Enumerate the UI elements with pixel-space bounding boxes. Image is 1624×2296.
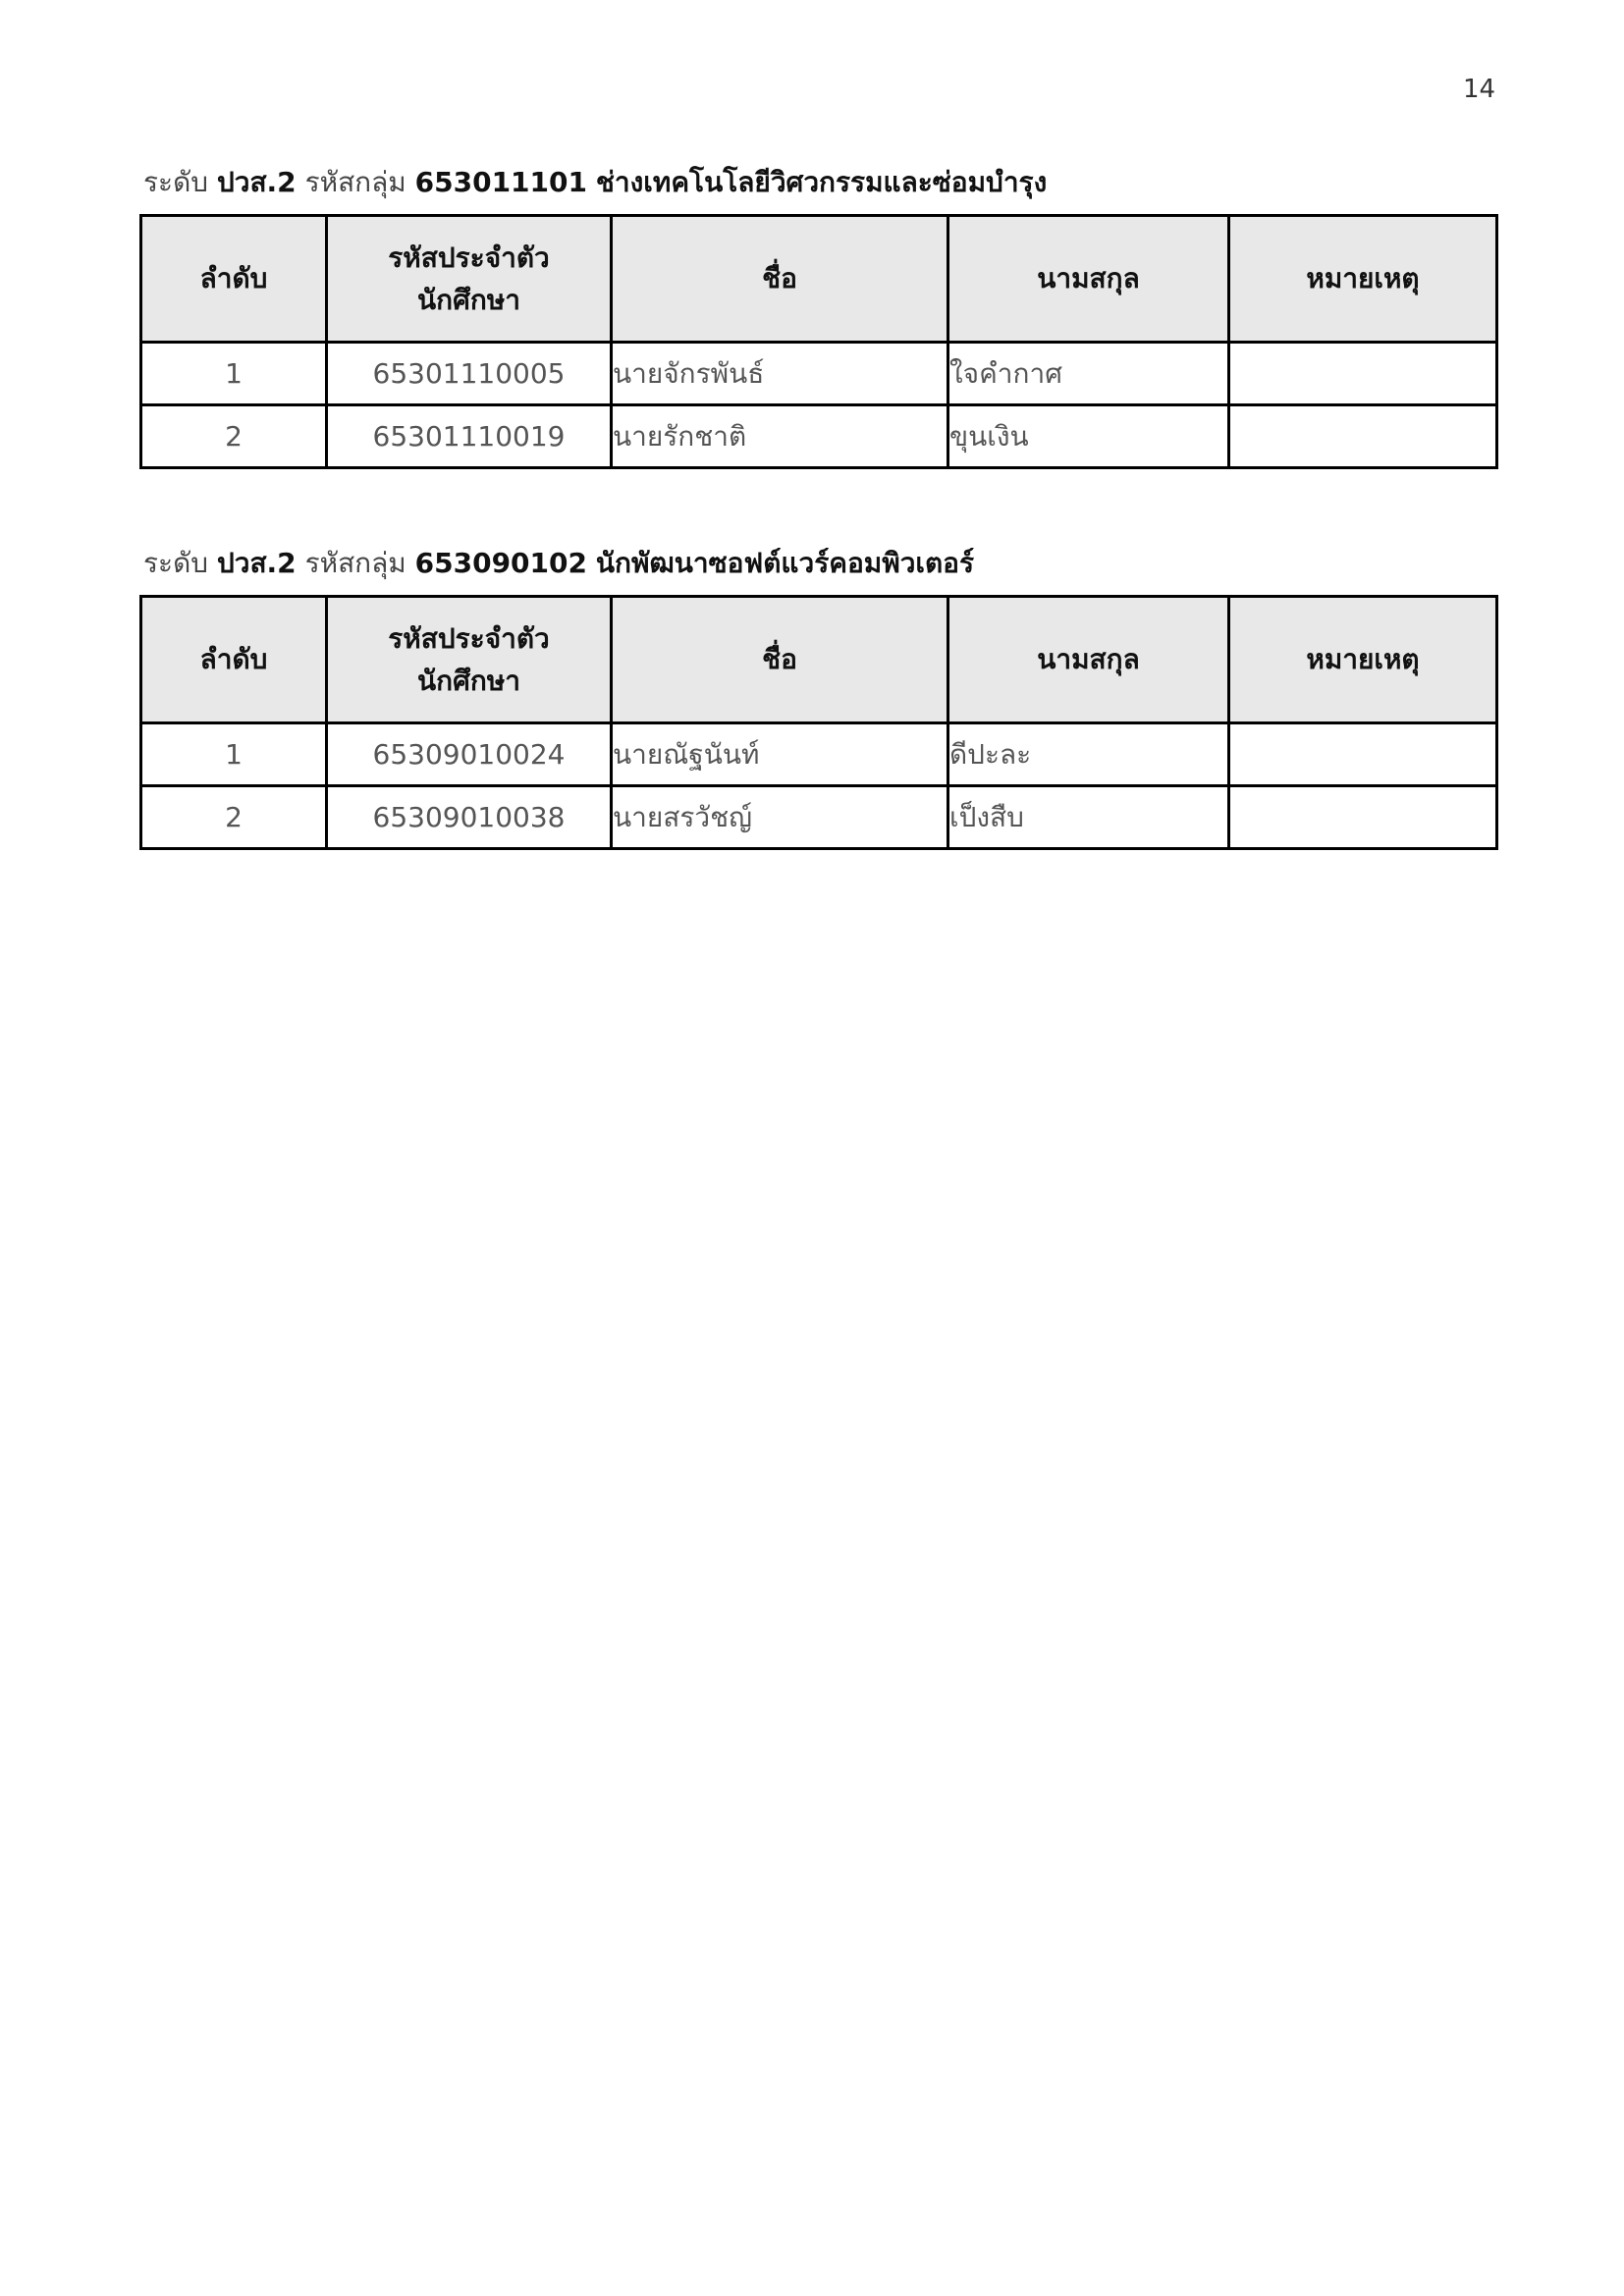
header-order: ลำดับ xyxy=(141,597,327,723)
level-value: ปวส.2 xyxy=(216,547,297,579)
cell-order: 1 xyxy=(141,723,327,786)
header-student-id-line2: นักศึกษา xyxy=(417,284,520,316)
cell-remark xyxy=(1229,786,1497,849)
cell-remark xyxy=(1229,343,1497,405)
section-heading xyxy=(143,161,1047,204)
group-code: 653090102 xyxy=(414,547,587,579)
header-first-name: ชื่อ xyxy=(612,597,948,723)
header-student-id xyxy=(327,597,612,723)
cell-first-name: นายจักรพันธ์ xyxy=(612,343,948,405)
header-student-id-line1: รหัสประจำตัว xyxy=(388,621,550,655)
header-student-id-line1: รหัสประจำตัว xyxy=(388,240,550,274)
header-remark: หมายเหตุ xyxy=(1229,597,1497,723)
table-row xyxy=(141,723,1497,786)
cell-last-name: ใจคำกาศ xyxy=(948,343,1229,405)
student-table xyxy=(139,214,1498,469)
group-label: รหัสกลุ่ม xyxy=(304,166,406,198)
cell-student-id: 65301110019 xyxy=(327,405,612,468)
group-name: นักพัฒนาซอฟต์แวร์คอมพิวเตอร์ xyxy=(595,547,975,579)
table-header-row xyxy=(141,216,1497,343)
header-last-name: นามสกุล xyxy=(948,597,1229,723)
cell-order: 2 xyxy=(141,786,327,849)
section-heading xyxy=(143,542,974,585)
cell-first-name: นายณัฐนันท์ xyxy=(612,723,948,786)
cell-student-id: 65301110005 xyxy=(327,343,612,405)
table-row xyxy=(141,343,1497,405)
cell-student-id: 65309010038 xyxy=(327,786,612,849)
header-remark: หมายเหตุ xyxy=(1229,216,1497,343)
table-header-row xyxy=(141,597,1497,723)
group-name: ช่างเทคโนโลยีวิศวกรรมและซ่อมบำรุง xyxy=(595,166,1048,198)
cell-student-id: 65309010024 xyxy=(327,723,612,786)
cell-last-name: ขุนเงิน xyxy=(948,405,1229,468)
table-row xyxy=(141,786,1497,849)
cell-order: 2 xyxy=(141,405,327,468)
level-label: ระดับ xyxy=(143,547,209,579)
cell-first-name: นายสรวัชญ์ xyxy=(612,786,948,849)
cell-order: 1 xyxy=(141,343,327,405)
group-label: รหัสกลุ่ม xyxy=(304,547,406,579)
level-value: ปวส.2 xyxy=(216,166,297,198)
cell-last-name: ดีปะละ xyxy=(948,723,1229,786)
header-student-id-line2: นักศึกษา xyxy=(417,665,520,697)
cell-remark xyxy=(1229,405,1497,468)
header-order: ลำดับ xyxy=(141,216,327,343)
header-last-name: นามสกุล xyxy=(948,216,1229,343)
page-number: 14 xyxy=(1463,75,1496,104)
header-first-name: ชื่อ xyxy=(612,216,948,343)
cell-last-name: เป็งสืบ xyxy=(948,786,1229,849)
cell-first-name: นายรักชาติ xyxy=(612,405,948,468)
table-row xyxy=(141,405,1497,468)
student-table xyxy=(139,595,1498,850)
level-label: ระดับ xyxy=(143,166,209,198)
header-student-id xyxy=(327,216,612,343)
cell-remark xyxy=(1229,723,1497,786)
group-code: 653011101 xyxy=(414,166,587,198)
